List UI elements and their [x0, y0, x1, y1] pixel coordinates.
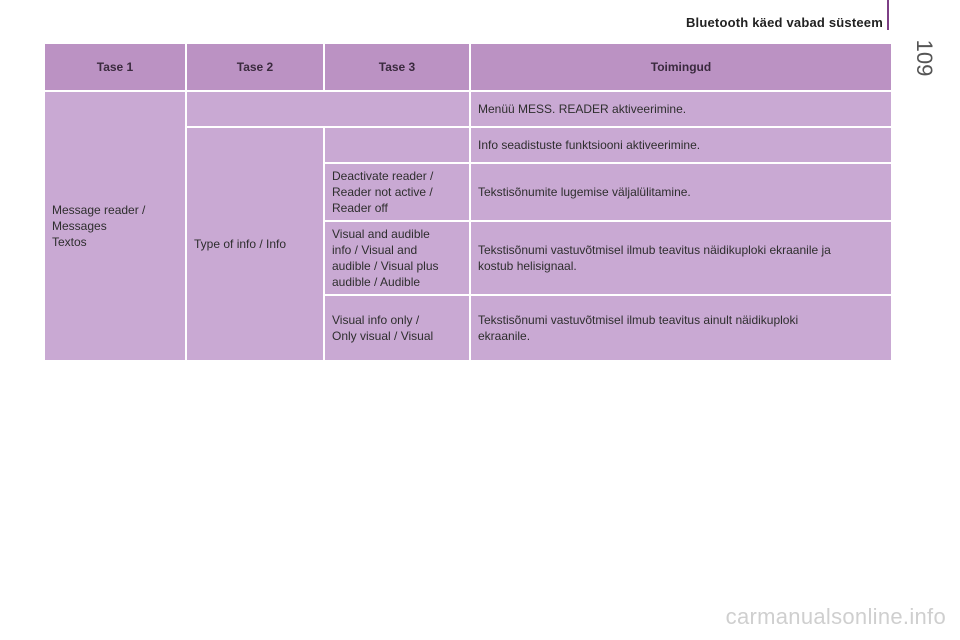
empty-cell [325, 128, 471, 164]
column-header-level2: Tase 2 [187, 44, 325, 92]
table-header-row [45, 44, 891, 92]
column-header-actions: Toimingud [471, 44, 891, 92]
table-row [45, 92, 891, 128]
level2-cell: Type of info / Info [187, 128, 325, 362]
column-header-level1: Tase 1 [45, 44, 187, 92]
level3-cell: Visual and audible info / Visual and audible / Visual plus audible / Audible [325, 222, 471, 296]
action-cell: Info seadistuste funktsiooni aktiveerimine. [471, 128, 891, 164]
action-cell: Menüü MESS. READER aktiveerimine. [471, 92, 891, 128]
section-title: Bluetooth käed vabad süsteem [685, 15, 883, 30]
column-header-level3: Tase 3 [325, 44, 471, 92]
settings-table [45, 44, 891, 362]
action-cell: Tekstisõnumi vastuvõtmisel ilmub teavitus ainult näidikuploki ekraanile. [471, 296, 891, 362]
watermark: carmanualsonline.info [725, 604, 946, 629]
title-rule [887, 0, 889, 30]
empty-cell [187, 92, 471, 128]
page-number: 109 [912, 39, 937, 77]
action-cell: Tekstisõnumi vastuvõtmisel ilmub teavitus näidikuploki ekraanile ja kostub helisignaal. [471, 222, 891, 296]
level3-cell: Visual info only / Only visual / Visual [325, 296, 471, 362]
action-cell: Tekstisõnumite lugemise väljalülitamine. [471, 164, 891, 222]
level1-cell: Message reader / Messages Textos [45, 92, 187, 362]
level3-cell: Deactivate reader / Reader not active / Reader off [325, 164, 471, 222]
